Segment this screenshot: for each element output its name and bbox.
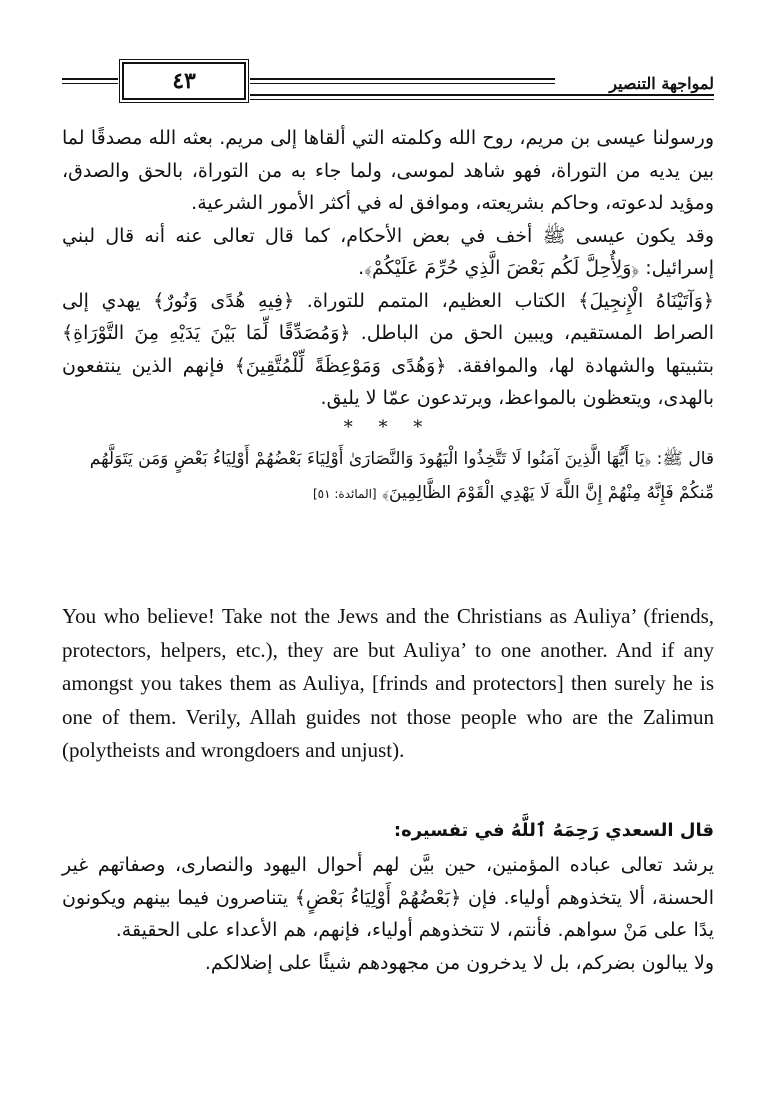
header-rule-left <box>62 78 118 84</box>
section-separator: * * * <box>343 416 433 438</box>
paragraph-messenger-jesus: ورسولنا عيسى بن مريم، روح الله وكلمته التي ألقاها إلى مريم. بعثه الله مصدقًا لما بين يديه من التوراة، فهو شاهد لموسى، ولما جاء به من التوراة، بالحق والصدق، ومؤيد لدعوته، وحاكم بشريعته، وموافق له في أكثر الأمور الشرعية. <box>62 127 714 214</box>
paragraph-injeel: ﴿وَآتَيْنَاهُ الْإِنجِيلَ﴾ الكتاب العظيم، المتمم للتوراة. ﴿فِيهِ هُدًى وَنُورٌ﴾ يهدي إلى الصراط المستقيم، ويبين الحق من الباطل. ﴿وَمُصَدِّقًا لِّمَا بَيْنَ يَدَيْهِ مِنَ التَّوْرَاةِ﴾ بتثبيتها والشهادة لها، والموافقة. ﴿وَهُدًى وَمَوْعِظَةً لِّلْمُتَّقِينَ﴾ فإنهم الذين ينتفعون بالهدى، ويتعظون بالمواعظ، ويرتدعون عمّا لا يليق. <box>62 289 714 409</box>
verse-text: ﴿يَا أَيُّهَا الَّذِينَ آمَنُوا لَا تَتَّخِذُوا الْيَهُودَ وَالنَّصَارَىٰ أَوْلِيَاءَ بَعْضُهُمْ أَوْلِيَاءُ بَعْضٍ وَمَن يَتَوَلَّهُم مِّنكُمْ فَإِنَّهُ مِنْهُمْ إِنَّ اللَّهَ لَا يَهْدِي الْقَوْمَ الظَّالِمِينَ﴾ <box>89 448 714 503</box>
section-one <box>62 122 714 511</box>
page-number: ٤٣ <box>122 62 246 100</box>
quran-verse <box>62 442 714 511</box>
page-header <box>62 62 714 106</box>
commentary-paragraph-one: يرشد تعالى عباده المؤمنين، حين بيَّن لهم أحوال اليهود والنصارى، وصفاتهم غير الحسنة، ألا يتخذوهم أولياء. فإن ﴿بَعْضُهُمْ أَوْلِيَاءُ بَعْضٍ﴾ يتناصرون فيما بينهم ويكونون يدًا على مَنْ سواهم. فأنتم، لا تتخذوهم أولياء، فإنهم، هم الأعداء على الحقيقة. <box>62 854 714 941</box>
commentary-paragraph-two: ولا يبالون بضركم، بل لا يدخرون من مجهودهم شيئًا على إضلالكم. <box>204 951 714 974</box>
commentary-section <box>62 820 714 979</box>
commentary-heading: قال السعدي رَحِمَهُ ٱللَّهُ في تفسيره: <box>393 820 714 841</box>
english-translation-block <box>62 600 714 768</box>
header-rule-middle <box>250 78 555 84</box>
verse-reference: [المائدة: ٥١] <box>312 486 377 501</box>
english-translation: You who believe! Take not the Jews and the Christians as Auliya’ (friends, protectors, helpers, etc.), they are but Auliya’ to one another. And if any amongst you takes them as Auliya, [frinds and protectors] then surely he is one of them. Verily, Allah guides not those people who are the Zalimun (polytheists and wrongdoers and unjust). <box>62 604 714 762</box>
paragraph-lighter-rulings: وقد يكون عيسى ﷺ أخف في بعض الأحكام، كما قال تعالى عنه أنه قال لبني إسرائيل: ﴿وَلِأُحِلَّ لَكُم بَعْضَ الَّذِي حُرِّمَ عَلَيْكُمْ﴾. <box>62 224 714 279</box>
verse-intro: قال ﷺ: <box>656 448 714 469</box>
header-rule-bottom <box>250 94 714 100</box>
running-title: لمواجهة التنصير <box>609 74 714 93</box>
